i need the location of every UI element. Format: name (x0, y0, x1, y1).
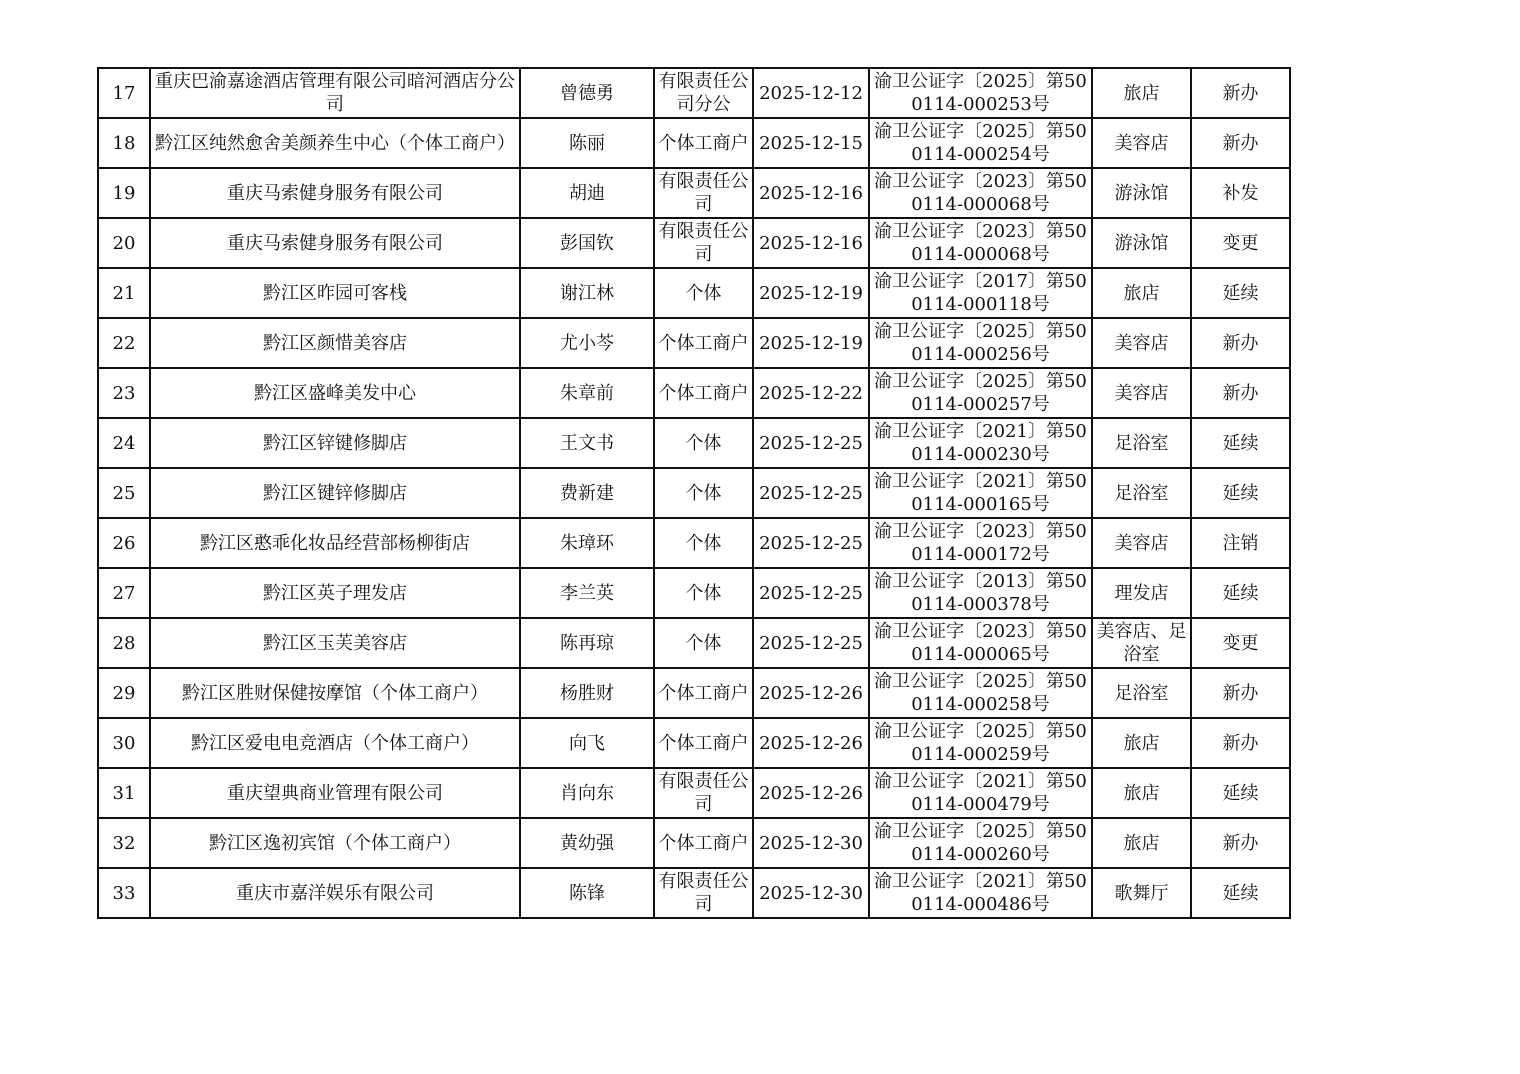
table-row (98, 718, 1290, 768)
certificate-number-cell: 渝卫公证字〔2025〕第500114-000257号 (869, 368, 1092, 418)
legal-representative-cell: 胡迪 (520, 168, 654, 218)
table-row (98, 768, 1290, 818)
business-category-cell: 美容店 (1092, 118, 1191, 168)
business-type-cell: 个体 (654, 268, 753, 318)
license-action-cell: 延续 (1191, 568, 1290, 618)
business-type-cell: 个体工商户 (654, 818, 753, 868)
legal-representative-cell: 曾德勇 (520, 68, 654, 118)
issue-date-cell: 2025-12-25 (753, 468, 869, 518)
certificate-number-cell: 渝卫公证字〔2025〕第500114-000253号 (869, 68, 1092, 118)
business-name-cell: 重庆巴渝嘉途酒店管理有限公司暗河酒店分公司 (150, 68, 520, 118)
business-name-cell: 重庆市嘉洋娱乐有限公司 (150, 868, 520, 918)
business-category-cell: 旅店 (1092, 68, 1191, 118)
business-name-cell: 黔江区憨乖化妆品经营部杨柳街店 (150, 518, 520, 568)
table-row (98, 668, 1290, 718)
certificate-number-cell: 渝卫公证字〔2021〕第500114-000486号 (869, 868, 1092, 918)
row-number-cell: 21 (98, 268, 150, 318)
row-number-cell: 32 (98, 818, 150, 868)
legal-representative-cell: 李兰英 (520, 568, 654, 618)
certificate-number-cell: 渝卫公证字〔2023〕第500114-000068号 (869, 218, 1092, 268)
business-category-cell: 美容店、足浴室 (1092, 618, 1191, 668)
table-row (98, 868, 1290, 918)
business-type-cell: 个体 (654, 418, 753, 468)
row-number-cell: 27 (98, 568, 150, 618)
business-type-cell: 有限责任公司 (654, 168, 753, 218)
license-action-cell: 延续 (1191, 868, 1290, 918)
issue-date-cell: 2025-12-25 (753, 418, 869, 468)
business-category-cell: 旅店 (1092, 768, 1191, 818)
issue-date-cell: 2025-12-26 (753, 718, 869, 768)
row-number-cell: 24 (98, 418, 150, 468)
license-action-cell: 新办 (1191, 68, 1290, 118)
business-category-cell: 足浴室 (1092, 468, 1191, 518)
license-action-cell: 延续 (1191, 468, 1290, 518)
row-number-cell: 19 (98, 168, 150, 218)
license-action-cell: 延续 (1191, 418, 1290, 468)
business-category-cell: 旅店 (1092, 818, 1191, 868)
license-action-cell: 注销 (1191, 518, 1290, 568)
row-number-cell: 29 (98, 668, 150, 718)
license-action-cell: 新办 (1191, 668, 1290, 718)
row-number-cell: 25 (98, 468, 150, 518)
issue-date-cell: 2025-12-15 (753, 118, 869, 168)
legal-representative-cell: 王文书 (520, 418, 654, 468)
legal-representative-cell: 尤小芩 (520, 318, 654, 368)
table-row (98, 368, 1290, 418)
license-action-cell: 延续 (1191, 768, 1290, 818)
business-category-cell: 美容店 (1092, 368, 1191, 418)
legal-representative-cell: 杨胜财 (520, 668, 654, 718)
business-name-cell: 黔江区爱电电竞酒店（个体工商户） (150, 718, 520, 768)
row-number-cell: 30 (98, 718, 150, 768)
certificate-number-cell: 渝卫公证字〔2025〕第500114-000258号 (869, 668, 1092, 718)
certificate-number-cell: 渝卫公证字〔2023〕第500114-000068号 (869, 168, 1092, 218)
row-number-cell: 18 (98, 118, 150, 168)
license-action-cell: 新办 (1191, 368, 1290, 418)
row-number-cell: 33 (98, 868, 150, 918)
table-row (98, 168, 1290, 218)
business-name-cell: 黔江区逸初宾馆（个体工商户） (150, 818, 520, 868)
row-number-cell: 22 (98, 318, 150, 368)
certificate-number-cell: 渝卫公证字〔2021〕第500114-000230号 (869, 418, 1092, 468)
legal-representative-cell: 谢江林 (520, 268, 654, 318)
table-row (98, 318, 1290, 368)
business-name-cell: 重庆马索健身服务有限公司 (150, 218, 520, 268)
business-type-cell: 个体工商户 (654, 668, 753, 718)
issue-date-cell: 2025-12-19 (753, 318, 869, 368)
business-name-cell: 黔江区玉芙美容店 (150, 618, 520, 668)
license-action-cell: 新办 (1191, 118, 1290, 168)
business-category-cell: 足浴室 (1092, 668, 1191, 718)
business-type-cell: 个体 (654, 518, 753, 568)
issue-date-cell: 2025-12-30 (753, 818, 869, 868)
certificate-number-cell: 渝卫公证字〔2025〕第500114-000256号 (869, 318, 1092, 368)
legal-representative-cell: 陈丽 (520, 118, 654, 168)
issue-date-cell: 2025-12-30 (753, 868, 869, 918)
license-action-cell: 延续 (1191, 268, 1290, 318)
license-action-cell: 新办 (1191, 718, 1290, 768)
certificate-number-cell: 渝卫公证字〔2013〕第500114-000378号 (869, 568, 1092, 618)
row-number-cell: 23 (98, 368, 150, 418)
business-type-cell: 有限责任公司 (654, 768, 753, 818)
issue-date-cell: 2025-12-16 (753, 168, 869, 218)
business-name-cell: 黔江区键锌修脚店 (150, 468, 520, 518)
business-category-cell: 美容店 (1092, 518, 1191, 568)
issue-date-cell: 2025-12-25 (753, 568, 869, 618)
legal-representative-cell: 陈再琼 (520, 618, 654, 668)
legal-representative-cell: 陈锋 (520, 868, 654, 918)
row-number-cell: 17 (98, 68, 150, 118)
issue-date-cell: 2025-12-16 (753, 218, 869, 268)
table-row (98, 618, 1290, 668)
business-category-cell: 足浴室 (1092, 418, 1191, 468)
business-type-cell: 个体工商户 (654, 718, 753, 768)
business-category-cell: 美容店 (1092, 318, 1191, 368)
business-category-cell: 旅店 (1092, 268, 1191, 318)
business-name-cell: 黔江区盛峰美发中心 (150, 368, 520, 418)
certificate-number-cell: 渝卫公证字〔2025〕第500114-000254号 (869, 118, 1092, 168)
issue-date-cell: 2025-12-25 (753, 618, 869, 668)
table-row (98, 268, 1290, 318)
license-action-cell: 补发 (1191, 168, 1290, 218)
certificate-number-cell: 渝卫公证字〔2023〕第500114-000065号 (869, 618, 1092, 668)
row-number-cell: 28 (98, 618, 150, 668)
legal-representative-cell: 朱璋环 (520, 518, 654, 568)
issue-date-cell: 2025-12-26 (753, 668, 869, 718)
business-name-cell: 重庆马索健身服务有限公司 (150, 168, 520, 218)
business-category-cell: 旅店 (1092, 718, 1191, 768)
legal-representative-cell: 朱章前 (520, 368, 654, 418)
table-row (98, 118, 1290, 168)
legal-representative-cell: 彭国钦 (520, 218, 654, 268)
business-name-cell: 黔江区颜惜美容店 (150, 318, 520, 368)
legal-representative-cell: 肖向东 (520, 768, 654, 818)
table-row (98, 418, 1290, 468)
certificate-number-cell: 渝卫公证字〔2025〕第500114-000260号 (869, 818, 1092, 868)
table-row (98, 518, 1290, 568)
license-table-body (98, 68, 1290, 918)
business-category-cell: 游泳馆 (1092, 168, 1191, 218)
license-action-cell: 新办 (1191, 318, 1290, 368)
license-action-cell: 新办 (1191, 818, 1290, 868)
table-row (98, 218, 1290, 268)
business-type-cell: 个体工商户 (654, 368, 753, 418)
business-name-cell: 黔江区纯然愈舍美颜养生中心（个体工商户） (150, 118, 520, 168)
issue-date-cell: 2025-12-12 (753, 68, 869, 118)
table-row (98, 818, 1290, 868)
issue-date-cell: 2025-12-26 (753, 768, 869, 818)
business-category-cell: 理发店 (1092, 568, 1191, 618)
business-type-cell: 个体 (654, 568, 753, 618)
certificate-number-cell: 渝卫公证字〔2021〕第500114-000165号 (869, 468, 1092, 518)
row-number-cell: 26 (98, 518, 150, 568)
business-category-cell: 歌舞厅 (1092, 868, 1191, 918)
certificate-number-cell: 渝卫公证字〔2017〕第500114-000118号 (869, 268, 1092, 318)
business-type-cell: 有限责任公司 (654, 868, 753, 918)
license-table (97, 67, 1291, 919)
business-name-cell: 黔江区胜财保健按摩馆（个体工商户） (150, 668, 520, 718)
business-type-cell: 个体 (654, 468, 753, 518)
business-name-cell: 黔江区昨园可客栈 (150, 268, 520, 318)
business-type-cell: 个体 (654, 618, 753, 668)
certificate-number-cell: 渝卫公证字〔2025〕第500114-000259号 (869, 718, 1092, 768)
business-type-cell: 个体工商户 (654, 318, 753, 368)
issue-date-cell: 2025-12-19 (753, 268, 869, 318)
issue-date-cell: 2025-12-25 (753, 518, 869, 568)
business-type-cell: 有限责任公司 (654, 218, 753, 268)
license-action-cell: 变更 (1191, 218, 1290, 268)
row-number-cell: 20 (98, 218, 150, 268)
business-name-cell: 黔江区锌键修脚店 (150, 418, 520, 468)
business-name-cell: 重庆望典商业管理有限公司 (150, 768, 520, 818)
business-type-cell: 个体工商户 (654, 118, 753, 168)
business-name-cell: 黔江区英子理发店 (150, 568, 520, 618)
table-row (98, 568, 1290, 618)
business-type-cell: 有限责任公司分公 (654, 68, 753, 118)
table-row (98, 468, 1290, 518)
legal-representative-cell: 黄幼强 (520, 818, 654, 868)
issue-date-cell: 2025-12-22 (753, 368, 869, 418)
certificate-number-cell: 渝卫公证字〔2021〕第500114-000479号 (869, 768, 1092, 818)
table-row (98, 68, 1290, 118)
legal-representative-cell: 费新建 (520, 468, 654, 518)
row-number-cell: 31 (98, 768, 150, 818)
business-category-cell: 游泳馆 (1092, 218, 1191, 268)
legal-representative-cell: 向飞 (520, 718, 654, 768)
certificate-number-cell: 渝卫公证字〔2023〕第500114-000172号 (869, 518, 1092, 568)
license-action-cell: 变更 (1191, 618, 1290, 668)
